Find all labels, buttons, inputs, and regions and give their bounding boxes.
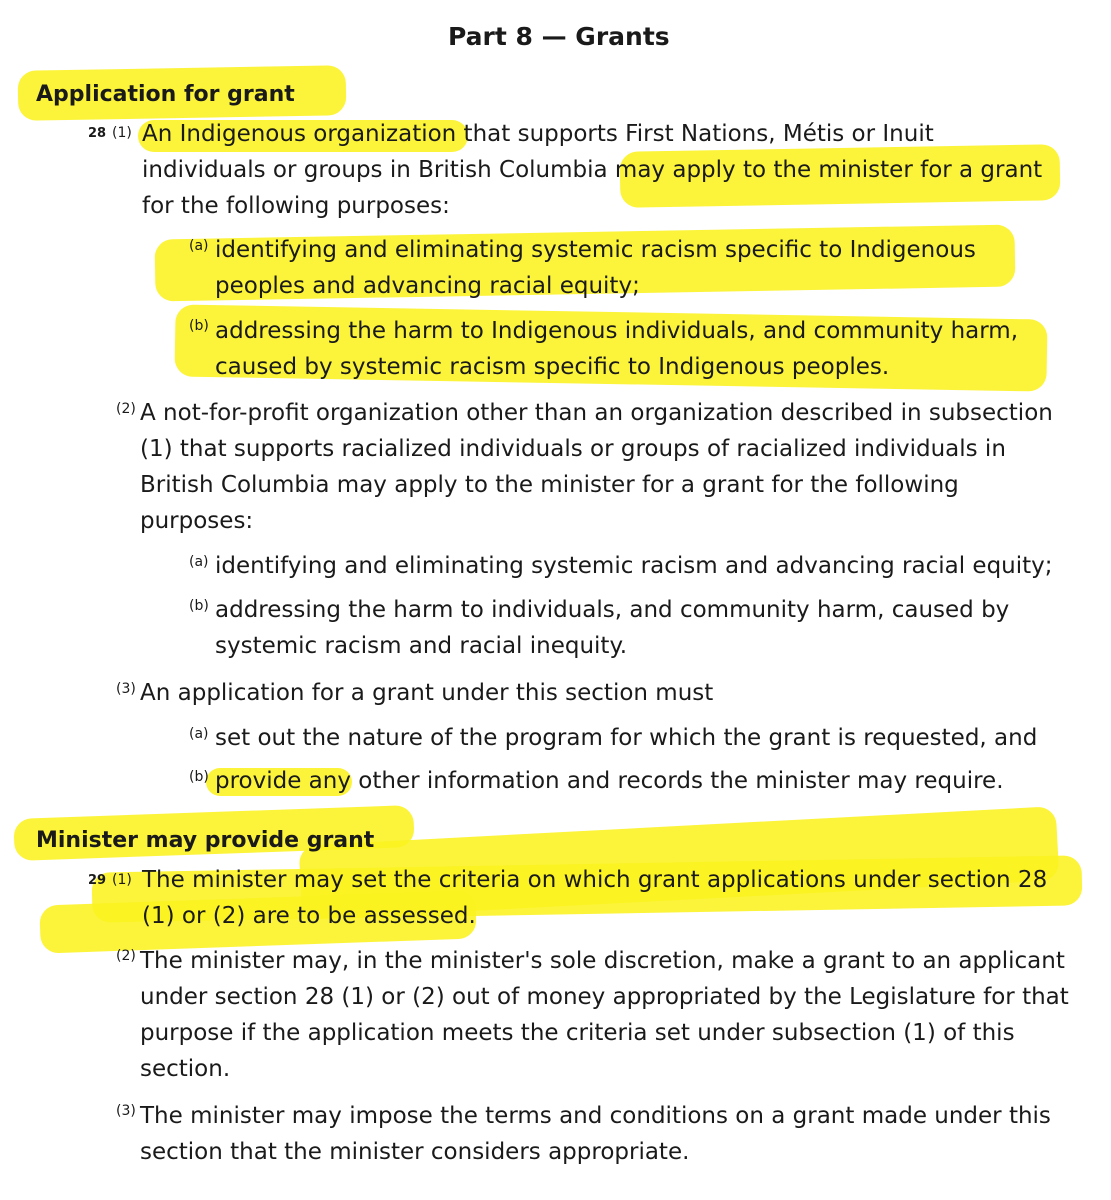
subsection-text: A not-for-profit organization other than an organization described in subsection xyxy=(140,400,1053,426)
subsection-text: (1) that supports racialized individuals or groups of racialized individuals in xyxy=(140,436,1006,462)
subsection-text: The minister may set the criteria on which grant applications under section 28 xyxy=(142,867,1048,893)
section-number-28: 28 xyxy=(88,126,107,141)
paragraph-mark: (b) xyxy=(189,318,209,334)
paragraph-mark: (b) xyxy=(189,769,209,785)
subsection-text: The minister may, in the minister's sole discretion, make a grant to an applicant xyxy=(140,948,1065,974)
subsection-text: individuals or groups in British Columbia may apply to the minister for a grant xyxy=(142,157,1043,183)
subsection-mark: (3) xyxy=(116,681,136,697)
paragraph-text: addressing the harm to individuals, and community harm, caused by xyxy=(215,597,1010,623)
subsection-mark: (2) xyxy=(116,948,136,964)
paragraph-text: identifying and eliminating systemic racism specific to Indigenous xyxy=(215,237,976,263)
paragraph-mark: (a) xyxy=(189,726,209,742)
section-number-29: 29 xyxy=(88,873,107,888)
paragraph-text: set out the nature of the program for which the grant is requested, and xyxy=(215,725,1038,751)
subsection-mark: (3) xyxy=(116,1103,136,1119)
paragraph-text: caused by systemic racism specific to Indigenous peoples. xyxy=(215,354,890,380)
paragraph-mark: (a) xyxy=(189,554,209,570)
subsection-text: An application for a grant under this section must xyxy=(140,680,714,706)
paragraph-text: provide any other information and records the minister may require. xyxy=(215,768,1004,794)
paragraph-text: addressing the harm to Indigenous individuals, and community harm, xyxy=(215,318,1019,344)
subsection-mark: (1) xyxy=(112,125,132,141)
paragraph-mark: (a) xyxy=(189,238,209,254)
section-heading-29: Minister may provide grant xyxy=(36,828,375,853)
subsection-text: section that the minister considers appropriate. xyxy=(140,1139,690,1165)
paragraph-text: peoples and advancing racial equity; xyxy=(215,273,640,299)
subsection-text: purpose if the application meets the criteria set under subsection (1) of this xyxy=(140,1020,1015,1046)
subsection-text: British Columbia may apply to the minister for a grant for the following xyxy=(140,472,959,498)
section-heading-28: Application for grant xyxy=(36,82,295,107)
subsection-text: under section 28 (1) or (2) out of money appropriated by the Legislature for that xyxy=(140,984,1069,1010)
subsection-mark: (2) xyxy=(116,401,136,417)
subsection-text: An Indigenous organization that supports First Nations, Métis or Inuit xyxy=(142,121,934,147)
page-title: Part 8 — Grants xyxy=(448,22,670,51)
subsection-text: purposes: xyxy=(140,508,254,534)
subsection-text: section. xyxy=(140,1056,231,1082)
paragraph-mark: (b) xyxy=(189,598,209,614)
subsection-mark: (1) xyxy=(112,872,132,888)
subsection-text: (1) or (2) are to be assessed. xyxy=(142,903,476,929)
subsection-text: for the following purposes: xyxy=(142,193,450,219)
paragraph-text: systemic racism and racial inequity. xyxy=(215,633,628,659)
subsection-text: The minister may impose the terms and conditions on a grant made under this xyxy=(140,1103,1051,1129)
paragraph-text: identifying and eliminating systemic racism and advancing racial equity; xyxy=(215,553,1053,579)
